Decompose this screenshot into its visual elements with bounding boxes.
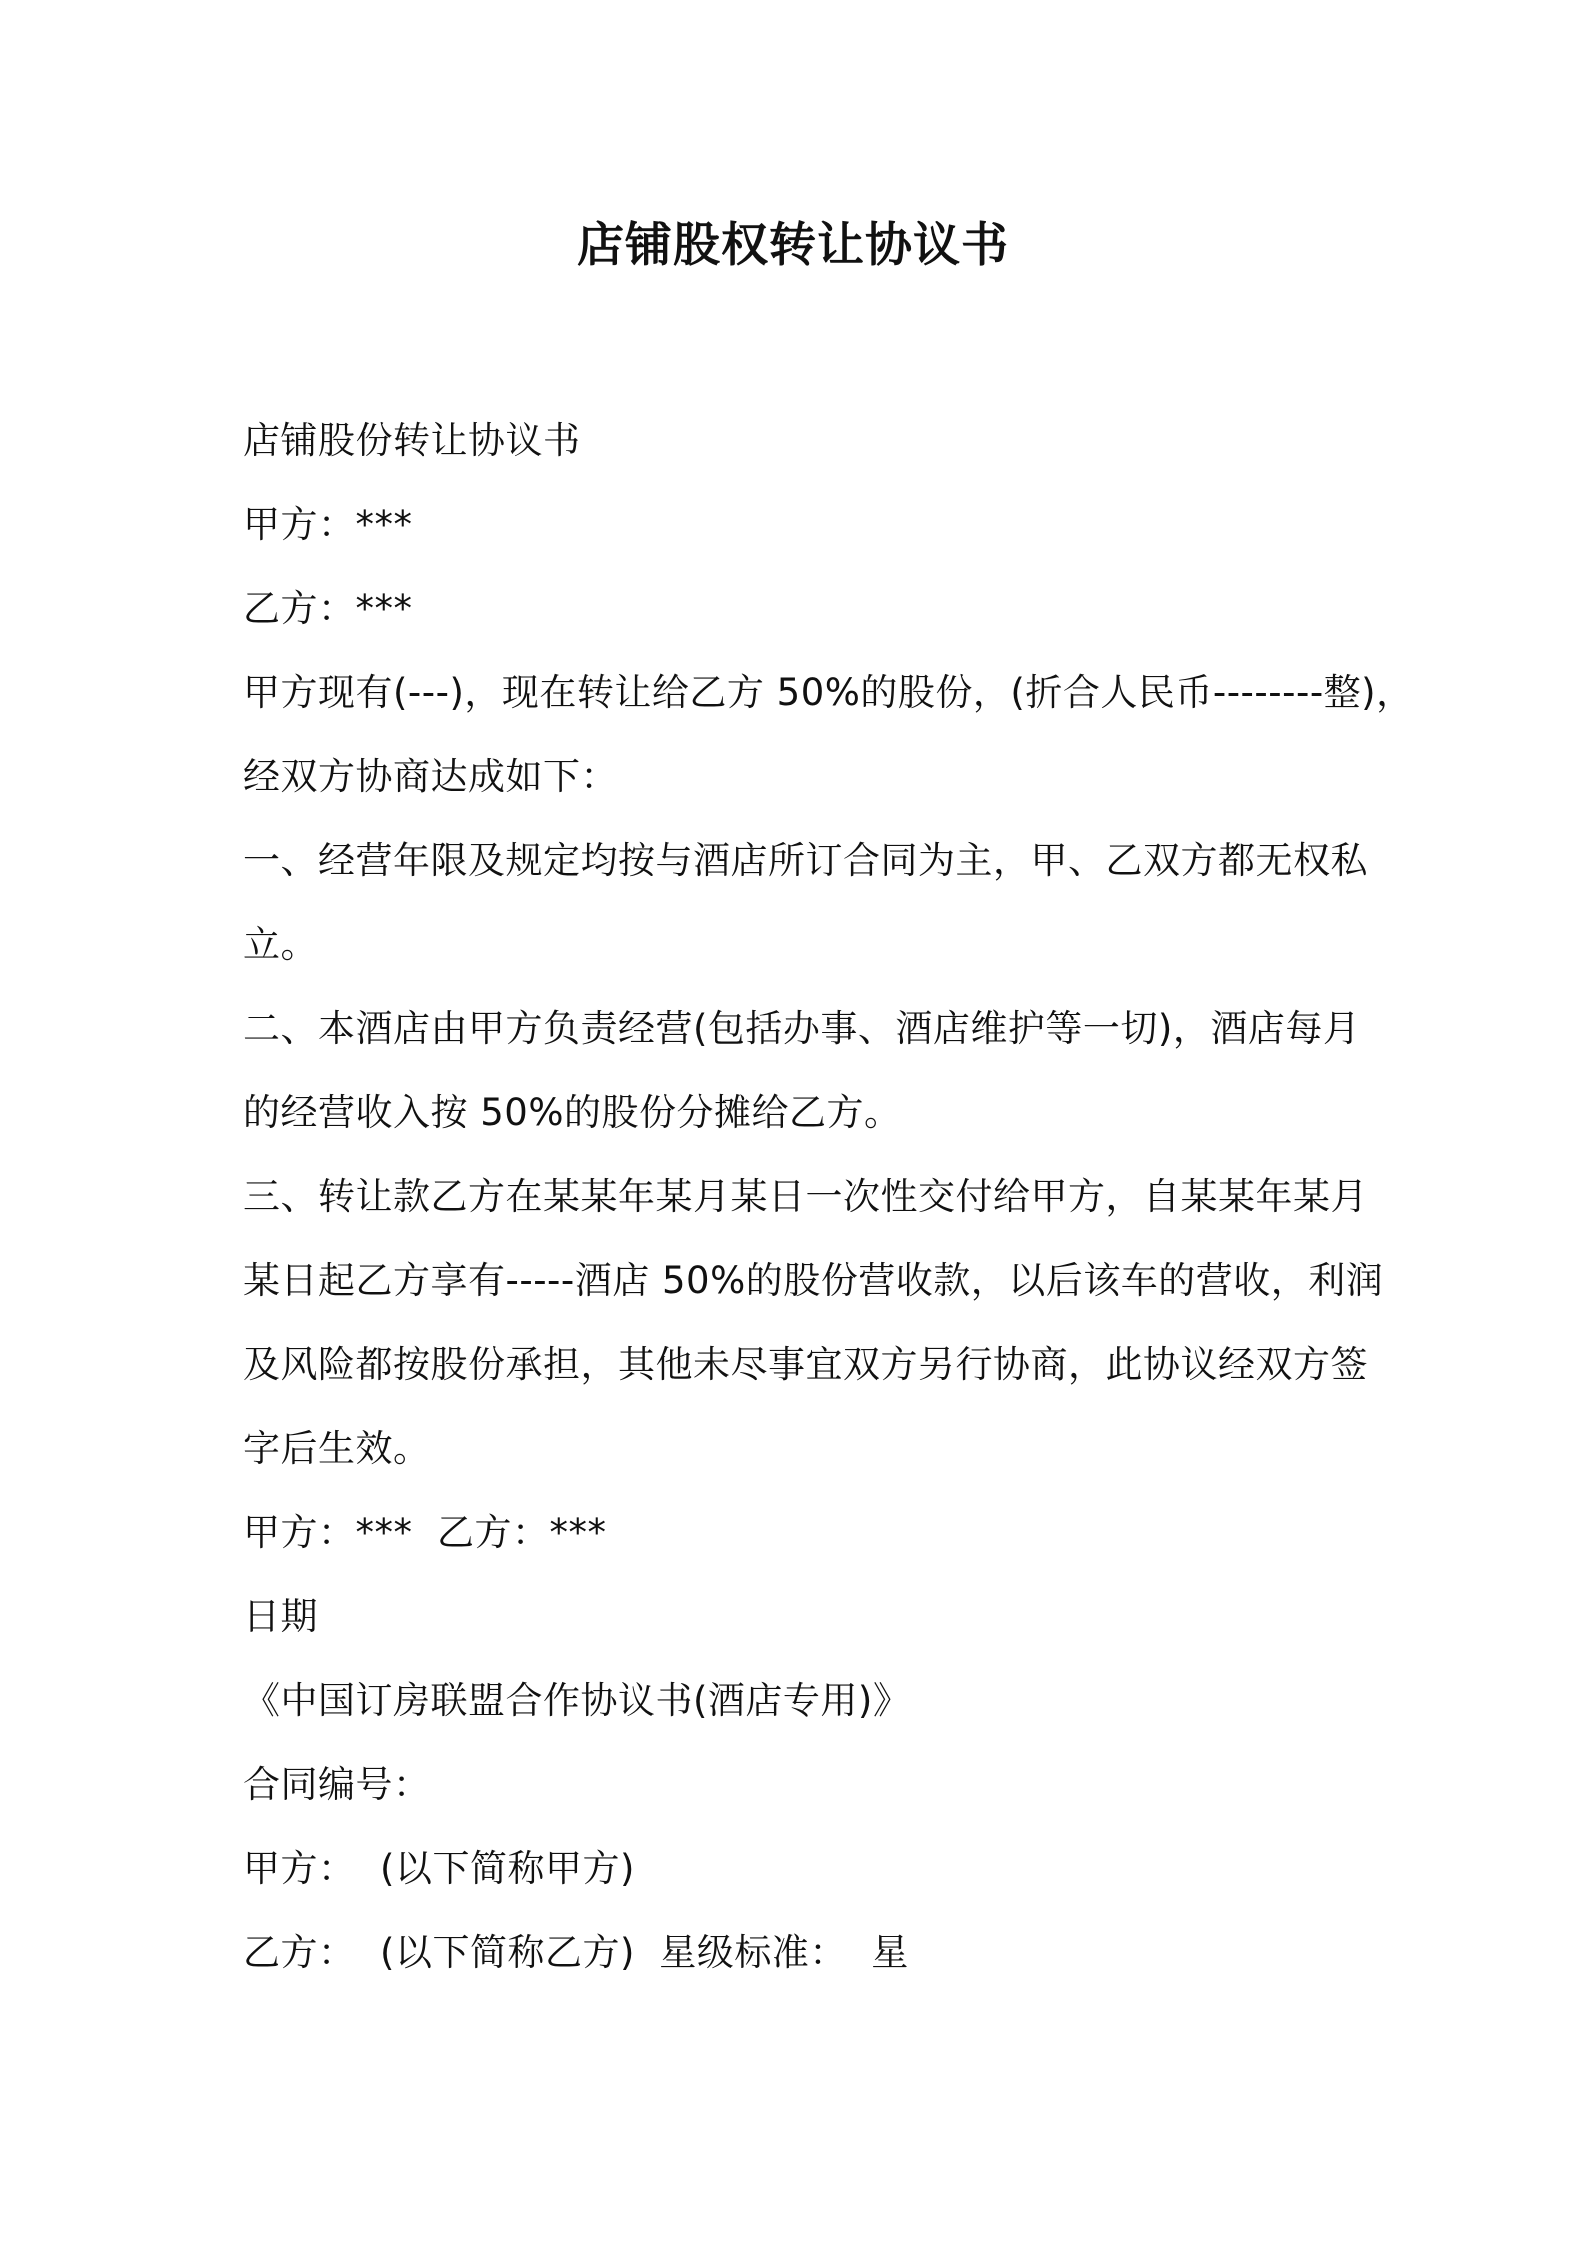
clause-3-line-1: 三、转让款乙方在某某年某月某日一次性交付给甲方，自某某年某月 bbox=[243, 1175, 1368, 1218]
document-title: 店铺股权转让协议书 bbox=[577, 218, 1009, 273]
party-b-line: 乙方：*** bbox=[243, 587, 413, 630]
date-line: 日期 bbox=[243, 1595, 318, 1638]
intro-line-2: 经双方协商达成如下： bbox=[243, 755, 618, 798]
intro-line-1: 甲方现有(---)，现在转让给乙方 50%的股份，(折合人民币--------整)， bbox=[243, 671, 1414, 714]
clause-3-line-3: 及风险都按股份承担，其他未尽事宜双方另行协商，此协议经双方签 bbox=[243, 1343, 1368, 1386]
party-a-short-line: 甲方： (以下简称甲方) bbox=[243, 1847, 635, 1890]
signature-line: 甲方：*** 乙方：*** bbox=[243, 1511, 607, 1554]
second-agreement-title: 《中国订房联盟合作协议书(酒店专用)》 bbox=[243, 1679, 911, 1722]
clause-1-line-1: 一、经营年限及规定均按与酒店所订合同为主，甲、乙双方都无权私 bbox=[243, 839, 1368, 882]
contract-number-line: 合同编号： bbox=[243, 1763, 431, 1806]
clause-3-line-4: 字后生效。 bbox=[243, 1427, 431, 1470]
party-a-line: 甲方：*** bbox=[243, 503, 413, 546]
party-b-short-line: 乙方： (以下简称乙方) 星级标准： 星 bbox=[243, 1931, 909, 1974]
clause-3-line-2: 某日起乙方享有-----酒店 50%的股份营收款，以后该车的营收，利润 bbox=[243, 1259, 1384, 1302]
clause-2-line-2: 的经营收入按 50%的股份分摊给乙方。 bbox=[243, 1091, 902, 1134]
document-body bbox=[243, 399, 1414, 1995]
clause-2-line-1: 二、本酒店由甲方负责经营(包括办事、酒店维护等一切)，酒店每月 bbox=[243, 1007, 1361, 1050]
subtitle-line: 店铺股份转让协议书 bbox=[243, 419, 581, 462]
clause-1-line-2: 立。 bbox=[243, 923, 318, 966]
